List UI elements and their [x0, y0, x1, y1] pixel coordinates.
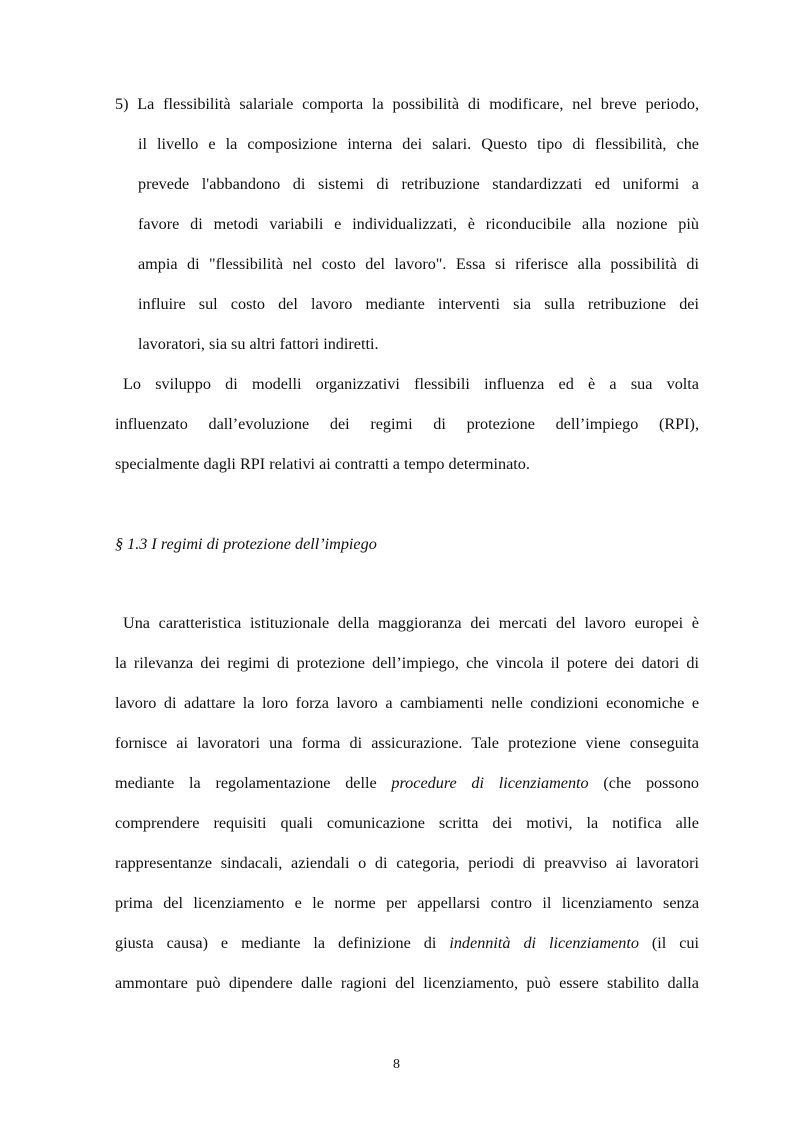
paragraph2-line-9-after: (il cui [651, 934, 700, 952]
paragraph2-line-6: comprendere requisiti quali comunicazione scritta dei motivi, la notifica alle [115, 814, 699, 832]
paragraph1-line-1: Lo sviluppo di modelli organizzativi flessibili influenza ed è a sua volta [123, 375, 699, 393]
list-item-line-2: il livello e la composizione interna dei salari. Questo tipo di flessibilità, che [138, 135, 699, 153]
list-item-line-5: ampia di "flessibilità nel costo del lavoro". Essa si riferisce alla possibilità di [138, 255, 699, 273]
paragraph2-line-5-before: mediante la regolamentazione delle [115, 774, 377, 792]
list-item-line-7: lavoratori, sia su altri fattori indiretti. [138, 335, 379, 353]
paragraph2-line-5 [115, 773, 699, 793]
list-item-number: 5) [115, 95, 129, 113]
page-number: 8 [393, 1057, 400, 1072]
paragraph1-line-3: specialmente dagli RPI relativi ai contratti a tempo determinato. [115, 455, 530, 473]
list-item-line-4: favore di metodi variabili e individualizzati, è riconducibile alla nozione più [138, 215, 699, 233]
paragraph2-line-4: fornisce ai lavoratori una forma di assicurazione. Tale protezione viene conseguita [115, 734, 699, 752]
paragraph2-line-9 [115, 933, 699, 953]
paragraph2-line-8: prima del licenziamento e le norme per appellarsi contro il licenziamento senza [115, 894, 699, 912]
emphasis-indennita-licenziamento: indennità di licenziamento [449, 934, 639, 952]
paragraph2-line-7: rappresentanze sindacali, aziendali o di categoria, periodi di preavviso ai lavoratori [115, 854, 699, 872]
paragraph2-line-9-before: giusta causa) e mediante la definizione di [115, 934, 437, 952]
section-heading: § 1.3 I regimi di protezione dell’impiego [115, 535, 377, 553]
list-item-line-1 [115, 94, 699, 114]
paragraph1-line-2: influenzato dall’evoluzione dei regimi di protezione dell’impiego (RPI), [115, 415, 699, 433]
paragraph2-line-2: la rilevanza dei regimi di protezione dell’impiego, che vincola il potere dei datori di [115, 654, 699, 672]
paragraph2-line-10: ammontare può dipendere dalle ragioni del licenziamento, può essere stabilito dalla [115, 974, 699, 992]
paragraph2-line-3: lavoro di adattare la loro forza lavoro a cambiamenti nelle condizioni economiche e [115, 694, 699, 712]
paragraph2-line-5-after: (che possono [603, 774, 700, 792]
list-item-line-6: influire sul costo del lavoro mediante interventi sia sulla retribuzione dei [138, 295, 699, 313]
list-item-line-3: prevede l'abbandono di sistemi di retribuzione standardizzati ed uniformi a [138, 175, 699, 193]
list-item-text: La flessibilità salariale comporta la possibilità di modificare, nel breve periodo, [137, 95, 699, 113]
paragraph2-line-1: Una caratteristica istituzionale della maggioranza dei mercati del lavoro europei è [123, 614, 699, 632]
emphasis-procedure-licenziamento: procedure di licenziamento [391, 774, 589, 792]
